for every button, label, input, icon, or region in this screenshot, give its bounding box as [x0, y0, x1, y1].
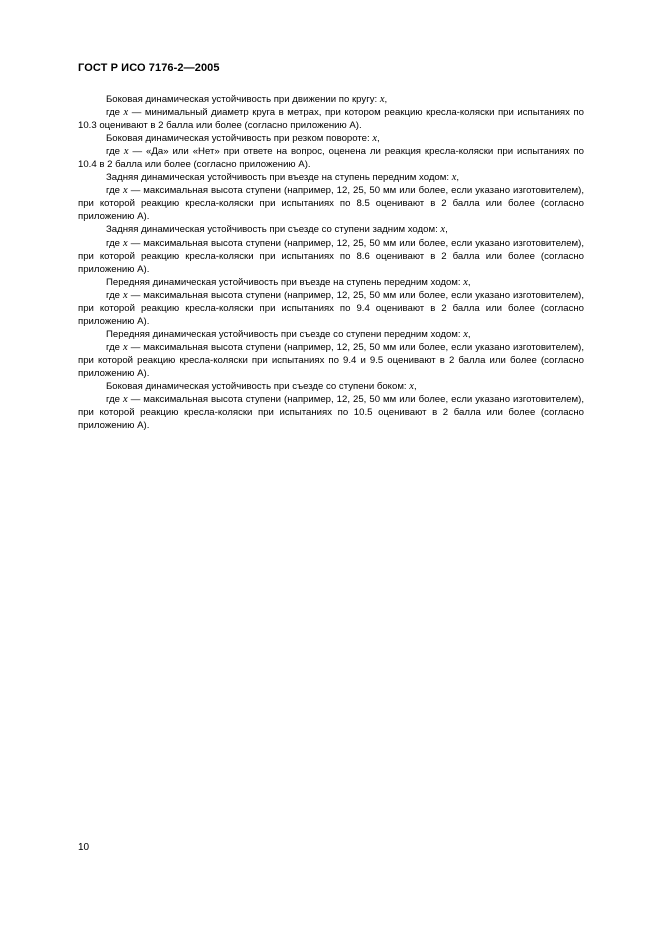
variable-x: x [123, 237, 128, 249]
variable-x: x [123, 289, 128, 301]
paragraph-text: Передняя динамическая устойчивость при въезде на ступень передним ходом: [106, 276, 464, 288]
variable-x: x [123, 107, 129, 119]
paragraph-text: — максимальная высота ступени (например, 12, 25, 50 мм или более, если указано изготовителем), при которой реакцию кресла-коляски при испытаниях по 10.5 оценивают в 2 балла или более (согласно приложению А). [78, 394, 584, 432]
variable-x: x [123, 185, 128, 197]
document-header: ГОСТ Р ИСО 7176-2—2005 [78, 62, 220, 74]
variable-x: x [123, 146, 129, 158]
heading-paragraph [78, 328, 584, 341]
paragraph-text: где [106, 107, 124, 119]
paragraph-text: Передняя динамическая устойчивость при съезде со ступени передним ходом: [106, 328, 464, 340]
definition-paragraph [78, 237, 584, 276]
heading-paragraph [78, 223, 584, 236]
definition-paragraph [78, 341, 584, 380]
paragraph-text: Боковая динамическая устойчивость при резком повороте: [106, 133, 373, 145]
paragraph-text: , [456, 172, 460, 184]
paragraph-text: где [106, 289, 124, 301]
paragraph-text: — минимальный диаметр круга в метрах, при котором реакцию кресла-коляски при испытаниях по 10.3 оценивают в 2 балла или более (согласно приложению А). [78, 107, 584, 132]
paragraph-text: Задняя динамическая устойчивость при въезде на ступень передним ходом: [106, 172, 452, 184]
variable-x: x [123, 341, 128, 353]
variable-x: x [451, 172, 457, 184]
definition-paragraph [78, 145, 584, 171]
paragraph-text: , [445, 224, 448, 236]
paragraph-text: — максимальная высота ступени (например, 12, 25, 50 мм или более, если указано изготовителем), при которой реакцию кресла-коляски при испытаниях по 8.6 оценивают в 2 балла или более (согласно приложению А). [78, 237, 584, 275]
paragraph-text: Боковая динамическая устойчивость при движении по кругу: [106, 94, 380, 105]
paragraph-text: Боковая динамическая устойчивость при съезде со ступени боком: [106, 381, 410, 393]
paragraph-text: , [467, 276, 471, 288]
heading-paragraph [78, 93, 584, 106]
variable-x: x [463, 276, 468, 288]
definition-paragraph [78, 106, 584, 132]
page-number: 10 [78, 842, 90, 853]
variable-x: x [463, 328, 468, 340]
heading-paragraph [78, 132, 584, 145]
paragraph-text: где [106, 146, 124, 158]
definition-paragraph [78, 184, 584, 223]
variable-x: x [379, 94, 385, 105]
heading-paragraph [78, 171, 584, 184]
paragraph-text: где [106, 185, 124, 197]
paragraph-text: где [106, 394, 124, 406]
variable-x: x [440, 224, 446, 236]
paragraph-text: — «Да» или «Нет» при ответе на вопрос, оценена ли реакция кресла-коляски при испытаниях по 10.4 в 2 балла или более (согласно приложению А). [78, 146, 584, 171]
variable-x: x [409, 381, 414, 393]
paragraph-text: где [106, 237, 124, 249]
paragraph-text: , [384, 94, 388, 105]
heading-paragraph [78, 380, 584, 393]
paragraph-text: — максимальная высота ступени (например, 12, 25, 50 мм или более, если указано изготовителем), при которой реакцию кресла-коляски при испытаниях по 9.4 и 9.5 оценивают в 2 балла или более (согласно приложению А). [78, 341, 584, 379]
heading-paragraph [78, 276, 584, 289]
paragraph-text: , [467, 328, 471, 340]
paragraph-text: — максимальная высота ступени (например, 12, 25, 50 мм или более, если указано изготовителем), при которой реакцию кресла-коляски при испытаниях по 8.5 оценивают в 2 балла или более (согласно приложению А). [78, 185, 584, 223]
variable-x: x [123, 394, 128, 406]
paragraph-text: — максимальная высота ступени (например, 12, 25, 50 мм или более, если указано изготовителем), при которой реакцию кресла-коляски при испытаниях по 9.4 оценивают в 2 балла или более (согласно приложению А). [78, 289, 584, 327]
paragraph-text: , [377, 133, 380, 145]
paragraph-text: Задняя динамическая устойчивость при съезде со ступени задним ходом: [106, 224, 441, 236]
document-body [78, 93, 584, 432]
definition-paragraph [78, 289, 584, 328]
paragraph-text: , [413, 381, 417, 393]
definition-paragraph [78, 393, 584, 432]
paragraph-text: где [106, 341, 124, 353]
variable-x: x [372, 133, 377, 145]
